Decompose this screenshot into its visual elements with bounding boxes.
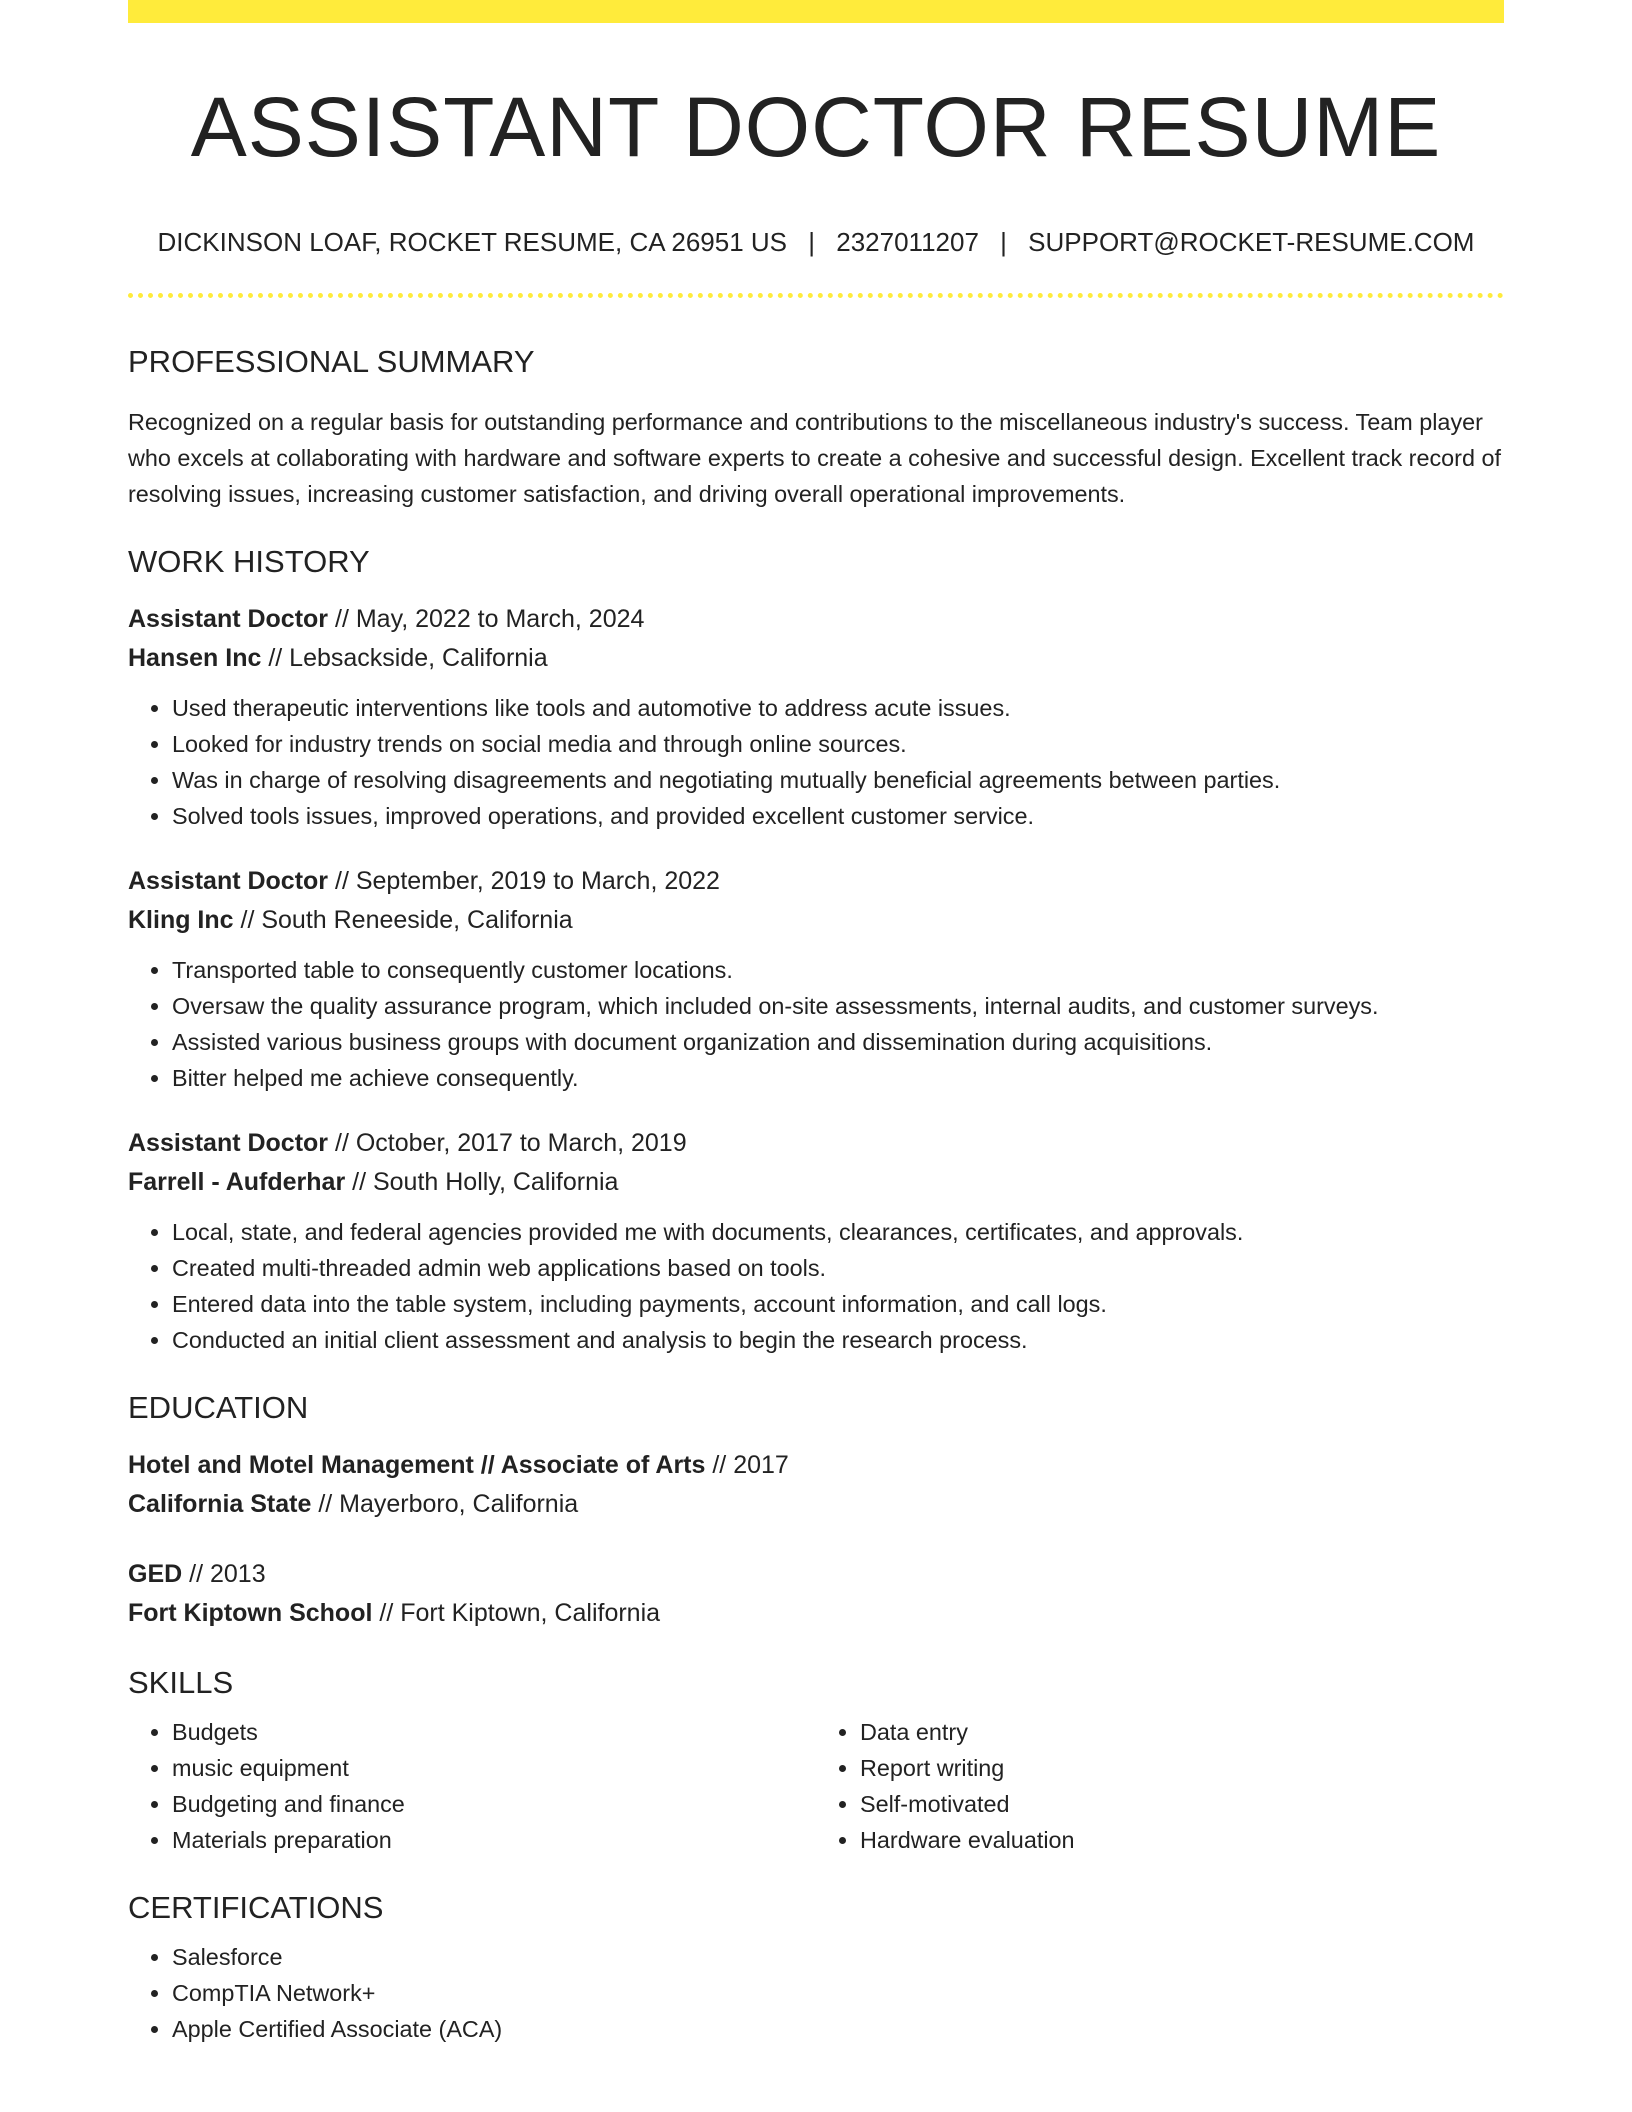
list-item: • Materials preparation bbox=[172, 1822, 816, 1858]
job-company-line bbox=[128, 1163, 1504, 1202]
list-item: • Budgets bbox=[172, 1714, 816, 1750]
job-title-line bbox=[128, 862, 1504, 901]
education-year: // 2017 bbox=[712, 1451, 789, 1479]
education-year: // 2013 bbox=[189, 1560, 266, 1588]
list-item: • Created multi-threaded admin web applications based on tools. bbox=[172, 1250, 1504, 1286]
education-location: // Mayerboro, California bbox=[318, 1490, 579, 1518]
contact-email: SUPPORT@ROCKET-RESUME.COM bbox=[1028, 227, 1475, 257]
education-school-line bbox=[128, 1594, 1504, 1633]
contact-address: DICKINSON LOAF, ROCKET RESUME, CA 26951 US bbox=[157, 227, 788, 257]
education-school: California State bbox=[128, 1490, 312, 1518]
job-bullets bbox=[128, 952, 1504, 1096]
list-item: • Data entry bbox=[860, 1714, 1504, 1750]
list-item: • music equipment bbox=[172, 1750, 816, 1786]
list-item: • Bitter helped me achieve consequently. bbox=[172, 1060, 1504, 1096]
job-role: Assistant Doctor bbox=[128, 867, 329, 895]
job-location: // South Reneeside, California bbox=[240, 906, 573, 934]
job-dates: // September, 2019 to March, 2022 bbox=[335, 867, 720, 895]
list-item: • Hardware evaluation bbox=[860, 1822, 1504, 1858]
education-location: // Fort Kiptown, California bbox=[379, 1599, 661, 1627]
job-location: // Lebsackside, California bbox=[268, 644, 548, 672]
list-item: • CompTIA Network+ bbox=[172, 1975, 1504, 2011]
dotted-divider bbox=[128, 293, 1504, 298]
education-section bbox=[128, 1392, 1504, 1633]
list-item: • Was in charge of resolving disagreements and negotiating mutually beneficial agreements between parties. bbox=[172, 762, 1504, 798]
job-title-line bbox=[128, 1124, 1504, 1163]
skills-heading: SKILLS bbox=[128, 1665, 234, 1700]
certifications-section bbox=[128, 1892, 1504, 2047]
skills-section bbox=[128, 1667, 1504, 1858]
list-item: • Self-motivated bbox=[860, 1786, 1504, 1822]
resume-page bbox=[128, 0, 1504, 2047]
list-item: • Entered data into the table system, including payments, account information, and call logs. bbox=[172, 1286, 1504, 1322]
list-item: • Oversaw the quality assurance program, which included on-site assessments, internal audits, and customer surveys. bbox=[172, 988, 1504, 1024]
list-item: • Assisted various business groups with document organization and dissemination during acquisitions. bbox=[172, 1024, 1504, 1060]
skills-right-list bbox=[816, 1714, 1504, 1858]
list-item: • Budgeting and finance bbox=[172, 1786, 816, 1822]
education-degree-line bbox=[128, 1555, 1504, 1594]
list-item: • Used therapeutic interventions like tools and automotive to address acute issues. bbox=[172, 690, 1504, 726]
job-dates: // October, 2017 to March, 2019 bbox=[335, 1129, 687, 1157]
job-bullets bbox=[128, 1214, 1504, 1358]
certifications-list bbox=[128, 1939, 1504, 2047]
job-entry bbox=[128, 600, 1504, 834]
job-location: // South Holly, California bbox=[352, 1168, 619, 1196]
summary-heading: PROFESSIONAL SUMMARY bbox=[128, 344, 535, 379]
skills-left-list bbox=[128, 1714, 816, 1858]
job-company: Farrell - Aufderhar bbox=[128, 1168, 346, 1196]
job-entry bbox=[128, 1124, 1504, 1358]
job-title-line bbox=[128, 600, 1504, 639]
list-item: • Salesforce bbox=[172, 1939, 1504, 1975]
contact-phone: 2327011207 bbox=[836, 227, 979, 257]
list-item: • Local, state, and federal agencies provided me with documents, clearances, certificates, and approvals. bbox=[172, 1214, 1504, 1250]
contact-line bbox=[128, 229, 1504, 255]
skills-columns bbox=[128, 1714, 1504, 1858]
work-history-section bbox=[128, 546, 1504, 1358]
education-degree-line bbox=[128, 1446, 1504, 1485]
education-entry bbox=[128, 1555, 1504, 1633]
certifications-heading: CERTIFICATIONS bbox=[128, 1890, 384, 1925]
work-history-heading: WORK HISTORY bbox=[128, 544, 370, 579]
job-bullets bbox=[128, 690, 1504, 834]
job-company-line bbox=[128, 901, 1504, 940]
list-item: • Conducted an initial client assessment and analysis to begin the research process. bbox=[172, 1322, 1504, 1358]
list-item: • Transported table to consequently customer locations. bbox=[172, 952, 1504, 988]
summary-text: Recognized on a regular basis for outstanding performance and contributions to the miscellaneous industry's success. Team player who excels at collaborating with hardware and software experts to create a cohesive and successful design. Excellent track record of resolving issues, increasing customer satisfaction, and driving overall operational improvements. bbox=[128, 409, 1501, 507]
education-degree: GED bbox=[128, 1560, 183, 1588]
job-entry bbox=[128, 862, 1504, 1096]
list-item: • Solved tools issues, improved operations, and provided excellent customer service. bbox=[172, 798, 1504, 834]
education-entry bbox=[128, 1446, 1504, 1524]
job-role: Assistant Doctor bbox=[128, 1129, 329, 1157]
list-item: • Report writing bbox=[860, 1750, 1504, 1786]
contact-separator: | bbox=[808, 227, 816, 257]
education-school: Fort Kiptown School bbox=[128, 1599, 373, 1627]
job-dates: // May, 2022 to March, 2024 bbox=[335, 605, 645, 633]
education-school-line bbox=[128, 1485, 1504, 1524]
top-accent-bar bbox=[128, 0, 1504, 23]
job-company: Hansen Inc bbox=[128, 644, 262, 672]
resume-title: ASSISTANT DOCTOR RESUME bbox=[190, 80, 1442, 174]
job-company: Kling Inc bbox=[128, 906, 234, 934]
education-degree: Hotel and Motel Management // Associate of Arts bbox=[128, 1451, 706, 1479]
list-item: • Apple Certified Associate (ACA) bbox=[172, 2011, 1504, 2047]
education-heading: EDUCATION bbox=[128, 1390, 309, 1425]
list-item: • Looked for industry trends on social media and through online sources. bbox=[172, 726, 1504, 762]
contact-separator: | bbox=[1000, 227, 1007, 257]
job-company-line bbox=[128, 639, 1504, 678]
job-role: Assistant Doctor bbox=[128, 605, 329, 633]
